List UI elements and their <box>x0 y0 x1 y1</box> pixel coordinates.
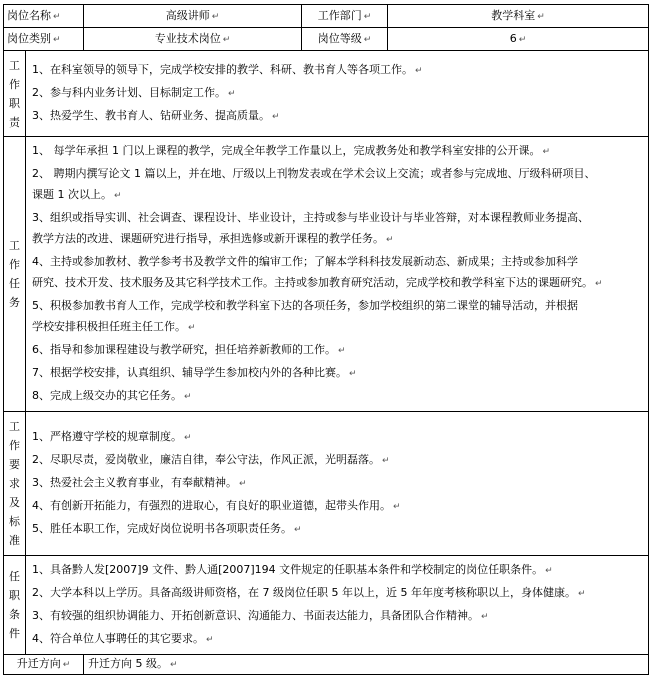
department-value: 教学科室 ↵ <box>388 5 649 28</box>
list-item: 1、具备黔人发[2007]9 文件、黔人通[2007]194 文件规定的任职基本条件和学校制定的岗位任职条件。 ↵ <box>32 563 553 576</box>
header-row-1 <box>4 5 649 28</box>
list-item: 课题 1 次以上。 ↵ <box>32 188 122 201</box>
responsibilities-title: 工 作 职 责 <box>4 51 26 137</box>
list-item: 2、 聘期内撰写论文 1 篇以上，并在地、厅级以上刊物发表或在学术会议上交流；或者参与完成地、厅级科研项目、 <box>32 167 596 180</box>
list-item: 3、热爱学生、教书育人、钻研业务、提高质量。 ↵ <box>32 109 280 122</box>
list-item: 1、 每学年承担 1 门以上课程的教学，完成全年教学工作量以上，完成教务处和教学科室安排的公开课。 ↵ <box>32 144 551 157</box>
header-row-2 <box>4 28 649 51</box>
conditions-row <box>4 556 649 655</box>
list-item: 学校安排积极担任班主任工作。 ↵ <box>32 320 196 333</box>
tasks-row <box>4 137 649 412</box>
job-description-document <box>3 4 648 675</box>
list-item: 1、严格遵守学校的规章制度。 ↵ <box>32 430 192 443</box>
position-level-value: 6 ↵ <box>388 28 649 51</box>
list-item: 3、组织或指导实训、社会调查、课程设计、毕业设计，主持或参与毕业设计与毕业答辩，对本课程教师业务提高、 <box>32 211 589 224</box>
standards-row <box>4 412 649 556</box>
list-item: 3、有较强的组织协调能力、开拓创新意识、沟通能力、书面表达能力，具备团队合作精神。 ↵ <box>32 609 489 622</box>
position-level-label: 岗位等级 ↵ <box>302 28 388 51</box>
list-item: 2、尽职尽责，爱岗敬业，廉洁自律，奉公守法，作风正派，光明磊落。 ↵ <box>32 453 390 466</box>
department-label: 工作部门 ↵ <box>302 5 388 28</box>
list-item: 8、完成上级交办的其它任务。 ↵ <box>32 389 192 402</box>
list-item: 研究、技术开发、技术服务及其它科学技术工作。主持或参加教育研究活动，完成学校和教学科室下达的课题研究。 ↵ <box>32 276 603 289</box>
conditions-title: 任 职 条 件 <box>4 556 26 655</box>
list-item: 2、大学本科以上学历。具备高级讲师资格，在 7 级岗位任职 5 年以上，近 5 年年度考核称职以上，身体健康。 ↵ <box>32 586 586 599</box>
list-item: 3、热爱社会主义教育事业，有奉献精神。 ↵ <box>32 476 247 489</box>
list-item: 4、符合单位人事聘任的其它要求。 ↵ <box>32 632 214 645</box>
responsibilities-row <box>4 51 649 137</box>
position-category-label: 岗位类别 ↵ <box>4 28 84 51</box>
tasks-list <box>26 137 649 412</box>
list-item: 5、积极参加教书育人工作，完成学校和教学科室下达的各项任务，参加学校组织的第二课堂的辅导活动，并根据 <box>32 299 578 312</box>
promotion-value: 升迁方向 5 级。 ↵ <box>84 655 649 675</box>
list-item: 7、根据学校安排，认真组织、辅导学生参加校内外的各种比赛。 ↵ <box>32 366 357 379</box>
list-item: 教学方法的改进、课题研究进行指导，承担选修或新开课程的教学任务。 ↵ <box>32 232 394 245</box>
tasks-title: 工 作 任 务 <box>4 137 26 412</box>
job-description-table <box>3 4 649 675</box>
position-category-value: 专业技术岗位 ↵ <box>84 28 302 51</box>
responsibilities-list <box>26 51 649 137</box>
list-item: 2、参与科内业务计划、目标制定工作。 ↵ <box>32 86 236 99</box>
standards-title: 工 作 要 求 及 标 准 <box>4 412 26 556</box>
list-item: 1、在科室领导的领导下，完成学校安排的教学、科研、教书育人等各项工作。 ↵ <box>32 63 423 76</box>
list-item: 6、指导和参加课程建设与教学研究，担任培养新教师的工作。 ↵ <box>32 343 346 356</box>
conditions-list <box>26 556 649 655</box>
position-name-value: 高级讲师 ↵ <box>84 5 302 28</box>
promotion-label: 升迁方向 ↵ <box>4 655 84 675</box>
list-item: 4、有创新开拓能力，有强烈的进取心，有良好的职业道德，起带头作用。 ↵ <box>32 499 401 512</box>
promotion-row <box>4 655 649 675</box>
list-item: 5、胜任本职工作，完成好岗位说明书各项职责任务。 ↵ <box>32 522 302 535</box>
position-name-label: 岗位名称 ↵ <box>4 5 84 28</box>
list-item: 4、主持或参加教材、教学参考书及教学文件的编审工作；了解本学科科技发展新动态、新成果；主持或参加科学 <box>32 255 578 268</box>
standards-list <box>26 412 649 556</box>
